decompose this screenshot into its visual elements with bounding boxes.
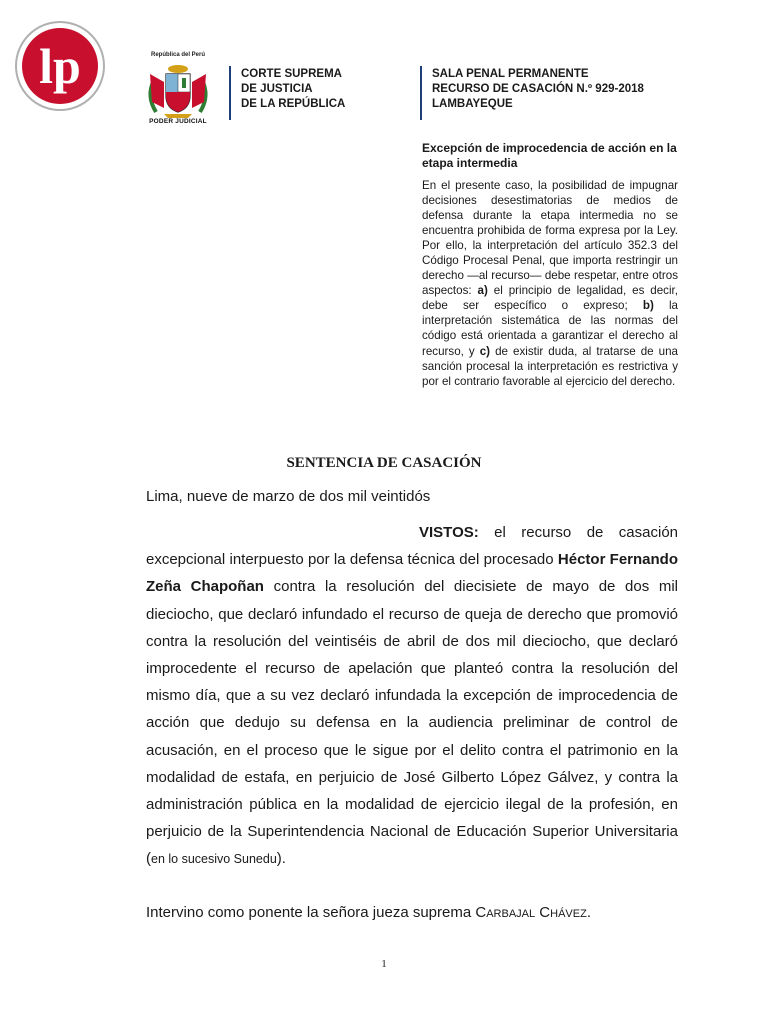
- summary-body: [422, 178, 678, 389]
- court-line: DE JUSTICIA: [241, 83, 313, 95]
- summary-text: el principio de legalidad, es decir, debe ser específico o expreso;: [422, 284, 678, 313]
- summary-text: de existir duda, al tratarse de una sanción procesal la interpretación es restrictiva y por el contrario favorable al ejercicio del derecho.: [422, 344, 678, 388]
- vistos-label: VISTOS:: [419, 524, 479, 541]
- judge-surname: Chávez: [539, 904, 587, 921]
- court-line: CORTE SUPREMA: [241, 68, 342, 80]
- coat-of-arms-icon: [140, 52, 216, 128]
- sentence-title: SENTENCIA DE CASACIÓN: [286, 455, 482, 471]
- summary-title: Excepción de improcedencia de acción en la etapa intermedia: [422, 141, 677, 170]
- abbreviation-note: en lo sucesivo Sunedu: [151, 852, 277, 867]
- summary-marker: a): [477, 284, 488, 298]
- chamber-name: SALA PENAL PERMANENTE: [432, 68, 589, 80]
- case-identification: [432, 67, 644, 112]
- jurisdiction: LAMBAYEQUE: [432, 98, 513, 110]
- court-divider: [229, 66, 231, 120]
- case-divider: [420, 66, 422, 120]
- defendant-name: Héctor Fernando Zeña Chapoñan: [146, 551, 679, 596]
- republic-label: República del Perú: [150, 52, 205, 58]
- svg-text:lp: lp: [39, 38, 81, 94]
- judge-surname: Carbajal: [475, 904, 536, 921]
- poder-judicial-logo: [140, 52, 216, 128]
- page-number: 1: [381, 958, 387, 970]
- body-text: contra la resolución del diecisiete de mayo de dos mil dieciocho, que declaró infundado el recurso de queja de derecho que promovió contra la resolución del veintiséis de abril de dos mil dieciocho, que declaró improcedente el recurso de apelación que planteó contra la resolución del mismo día, que a su vez declaró infundada la excepción de improcedencia de acción que dedujo su defensa en la audiencia preliminar de control de acusación, en el proceso que le sigue por el delito contra el patrimonio en la modalidad de estafa, en perjuicio de José Gilberto López Gálvez, y contra la administración pública en la modalidad de ejercicio ilegal de la profesión, en perjuicio de la Superintendencia Nacional de Educación Superior Universitaria: [146, 578, 678, 841]
- ponente-text: Intervino como ponente la señora jueza suprema: [146, 904, 476, 921]
- poder-judicial-label: PODER JUDICIAL: [149, 118, 207, 125]
- paren: ).: [276, 850, 286, 868]
- lp-logo: [14, 20, 106, 112]
- court-line: DE LA REPÚBLICA: [241, 98, 346, 110]
- summary-marker: b): [642, 299, 654, 313]
- summary-marker: c): [479, 344, 491, 358]
- paren: (: [146, 850, 151, 868]
- summary-text: En el presente caso, la posibilidad de impugnar decisiones desestimatorias de medios de defensa durante la etapa intermedia no se encuentra prohibida de forma expresa por la Ley. Por ello, la interpretación del artículo 352.3 del Código Procesal Penal, que importa restringir un derecho —al recurso— debe respetar, entre otros aspectos:: [422, 179, 678, 298]
- summary-text: la interpretación sistemática de las normas del código está orientada a garantizar el derecho al recurso, y: [422, 299, 679, 358]
- body-paragraph: [146, 519, 678, 874]
- ponente-line: Intervino como ponente la señora jueza suprema Carbajal Chávez.: [146, 904, 591, 921]
- case-number: RECURSO DE CASACIÓN N.º 929-2018: [432, 83, 644, 95]
- date-line: Lima, nueve de marzo de dos mil veintidós: [146, 488, 431, 505]
- court-name: [241, 67, 345, 112]
- body-text: el recurso de casación excepcional interpuesto por la defensa técnica del procesado: [146, 524, 678, 569]
